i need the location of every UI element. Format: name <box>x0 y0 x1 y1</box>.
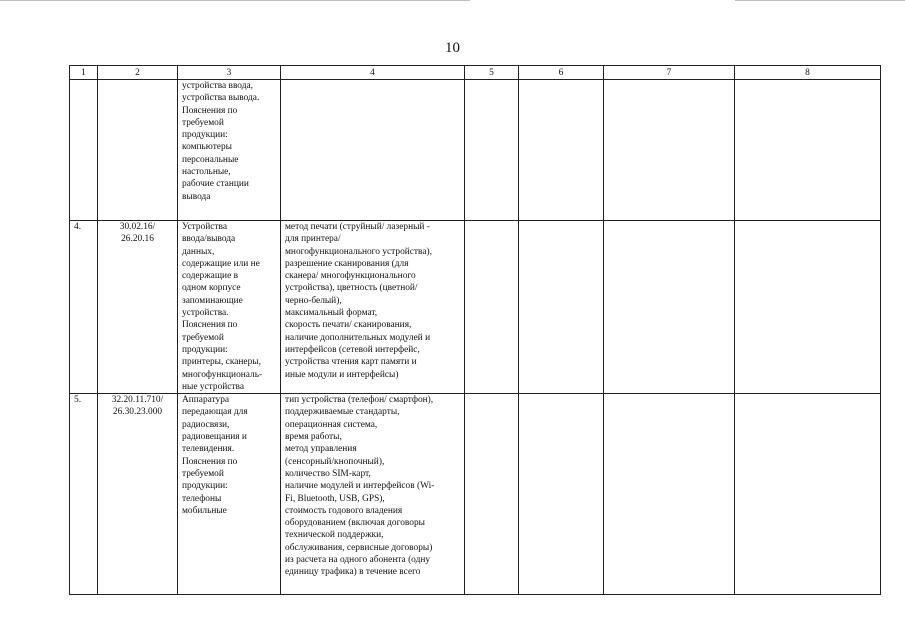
characteristic-line: Fi, Bluetooth, USB, GPS), <box>285 493 385 504</box>
product-name-line: продукции: <box>182 130 228 141</box>
product-name-line: Пояснения по <box>182 456 238 467</box>
col-header-2: 2 <box>98 66 178 80</box>
characteristic-line: операционная система, <box>285 419 378 430</box>
product-name-line: требуемой <box>182 117 224 128</box>
product-name-line: телевидения. <box>182 444 235 455</box>
characteristic-line: единицу трафика) в течение всего <box>285 567 421 578</box>
product-name-cell <box>178 221 281 394</box>
table-row <box>70 394 881 595</box>
product-name-cell <box>178 394 281 595</box>
empty-cell-c6 <box>519 80 604 221</box>
characteristic-line: наличие дополнительных модулей и <box>285 332 431 343</box>
characteristic-line: скорость печати/ сканирования, <box>285 320 412 331</box>
okpd-code-line: 30.02.16/ <box>119 222 156 232</box>
characteristics-cell <box>281 221 465 394</box>
okpd-code-cell <box>98 221 178 394</box>
product-name-line: Устройства <box>182 222 227 232</box>
empty-cell-c8 <box>735 80 881 221</box>
table-row <box>70 80 881 221</box>
column-number-row <box>70 66 881 80</box>
empty-cell-c5 <box>465 221 519 394</box>
col-header-8: 8 <box>735 66 881 80</box>
product-name-line: устройства вывода. <box>182 93 260 104</box>
empty-cell-c8 <box>735 221 881 394</box>
product-name-line: Пояснения по <box>182 105 238 116</box>
product-name-line: продукции: <box>182 344 228 355</box>
product-name-line: принтеры, сканеры, <box>182 357 261 368</box>
characteristic-line: тип устройства (телефон/ смартфон), <box>285 395 434 406</box>
okpd-code-cell <box>98 80 178 221</box>
characteristic-line: интерфейсов (сетевой интерфейс, <box>285 344 420 355</box>
empty-cell-c5 <box>465 394 519 595</box>
characteristic-line: оборудованием (включая договоры <box>285 518 425 529</box>
col-header-5: 5 <box>465 66 519 80</box>
characteristics-cell <box>281 80 465 221</box>
characteristic-line: наличие модулей и интерфейсов (Wi- <box>285 481 435 492</box>
product-name-line: устройства ввода, <box>182 81 253 91</box>
row-number-cell: 4. <box>70 221 98 394</box>
product-name-line: радиосвязи, <box>182 419 230 430</box>
characteristic-line: максимальный формат, <box>285 308 378 319</box>
characteristic-line: устройства), цветность (цветной/ <box>285 283 418 294</box>
okpd-code-line: 26.30.23.000 <box>112 407 163 418</box>
empty-cell-c7 <box>604 394 735 595</box>
product-name-line: мобильные <box>182 505 227 516</box>
product-name-line: требуемой <box>182 468 224 479</box>
empty-cell-c7 <box>604 80 735 221</box>
okpd-code-cell <box>98 394 178 595</box>
product-name-line: передающая для <box>182 407 248 418</box>
characteristics-cell <box>281 394 465 595</box>
characteristic-line: стоимость годового владения <box>285 505 403 516</box>
product-name-line: содержащие или не <box>182 258 260 269</box>
product-name-line: Пояснения по <box>182 320 238 331</box>
characteristic-line: иные модули и интерфейсы) <box>285 369 399 380</box>
characteristic-line: разрешение сканирования (для <box>285 258 409 269</box>
table-row <box>70 221 881 394</box>
characteristic-line: (сенсорный/кнопочный), <box>285 456 385 467</box>
product-name-line: персональные <box>182 154 239 165</box>
scan-artifact-line <box>735 0 905 1</box>
characteristic-line: обслуживания, сервисные договоры) <box>285 542 433 553</box>
okpd-code-line: 32.20.11.710/ <box>111 395 164 406</box>
col-header-4: 4 <box>281 66 465 80</box>
product-name-line: данных, <box>182 246 215 257</box>
product-name-line: телефоны <box>182 493 222 504</box>
product-name-line: содержащие в <box>182 271 239 282</box>
product-name-line: запоминающие <box>182 295 243 306</box>
product-name-line: ввода/вывода <box>182 234 236 245</box>
characteristic-line: метод управления <box>285 444 357 455</box>
empty-cell-c5 <box>465 80 519 221</box>
product-name-line: радиовещания и <box>182 432 247 443</box>
characteristic-line: технической поддержки, <box>285 530 384 541</box>
product-name-line: ные устройства <box>182 381 244 392</box>
characteristic-line: из расчета на одного абонента (одну <box>285 555 431 566</box>
okpd-code-line: 26.20.16 <box>121 234 154 245</box>
row-number-cell: 5. <box>70 394 98 595</box>
row-number-cell <box>70 80 98 221</box>
product-name-line: требуемой <box>182 332 224 343</box>
characteristic-line: для принтера/ <box>285 234 341 245</box>
characteristic-line: многофункционального устройства), <box>285 246 432 257</box>
empty-cell-c6 <box>519 221 604 394</box>
characteristic-line: черно-белый), <box>285 295 342 306</box>
product-name-line: продукции: <box>182 481 228 492</box>
characteristic-line: устройства чтения карт памяти и <box>285 357 417 368</box>
characteristic-line: количество SIM-карт, <box>285 468 371 479</box>
product-name-line: устройства. <box>182 308 229 319</box>
product-name-line: настольные, <box>182 167 231 178</box>
empty-cell-c7 <box>604 221 735 394</box>
characteristic-line: метод печати (струйный/ лазерный - <box>285 222 430 232</box>
product-name-line: Аппаратура <box>182 395 230 406</box>
product-name-line: рабочие станции <box>182 179 249 190</box>
characteristic-line: время работы, <box>285 432 342 443</box>
characteristic-line: поддерживаемые стандарты, <box>285 407 400 418</box>
product-name-cell <box>178 80 281 221</box>
col-header-7: 7 <box>604 66 735 80</box>
empty-cell-c6 <box>519 394 604 595</box>
product-name-line: многофункциональ- <box>182 369 263 380</box>
scan-artifact-line <box>0 0 470 1</box>
characteristic-line: сканера/ многофункционального <box>285 271 416 282</box>
product-name-line: одном корпусе <box>182 283 241 294</box>
col-header-1: 1 <box>70 66 98 80</box>
products-table <box>69 65 881 595</box>
empty-cell-c8 <box>735 394 881 595</box>
product-name-line: вывода <box>182 191 211 202</box>
page-number: 10 <box>445 40 460 56</box>
col-header-3: 3 <box>178 66 281 80</box>
product-name-line: компьютеры <box>182 142 232 153</box>
col-header-6: 6 <box>519 66 604 80</box>
